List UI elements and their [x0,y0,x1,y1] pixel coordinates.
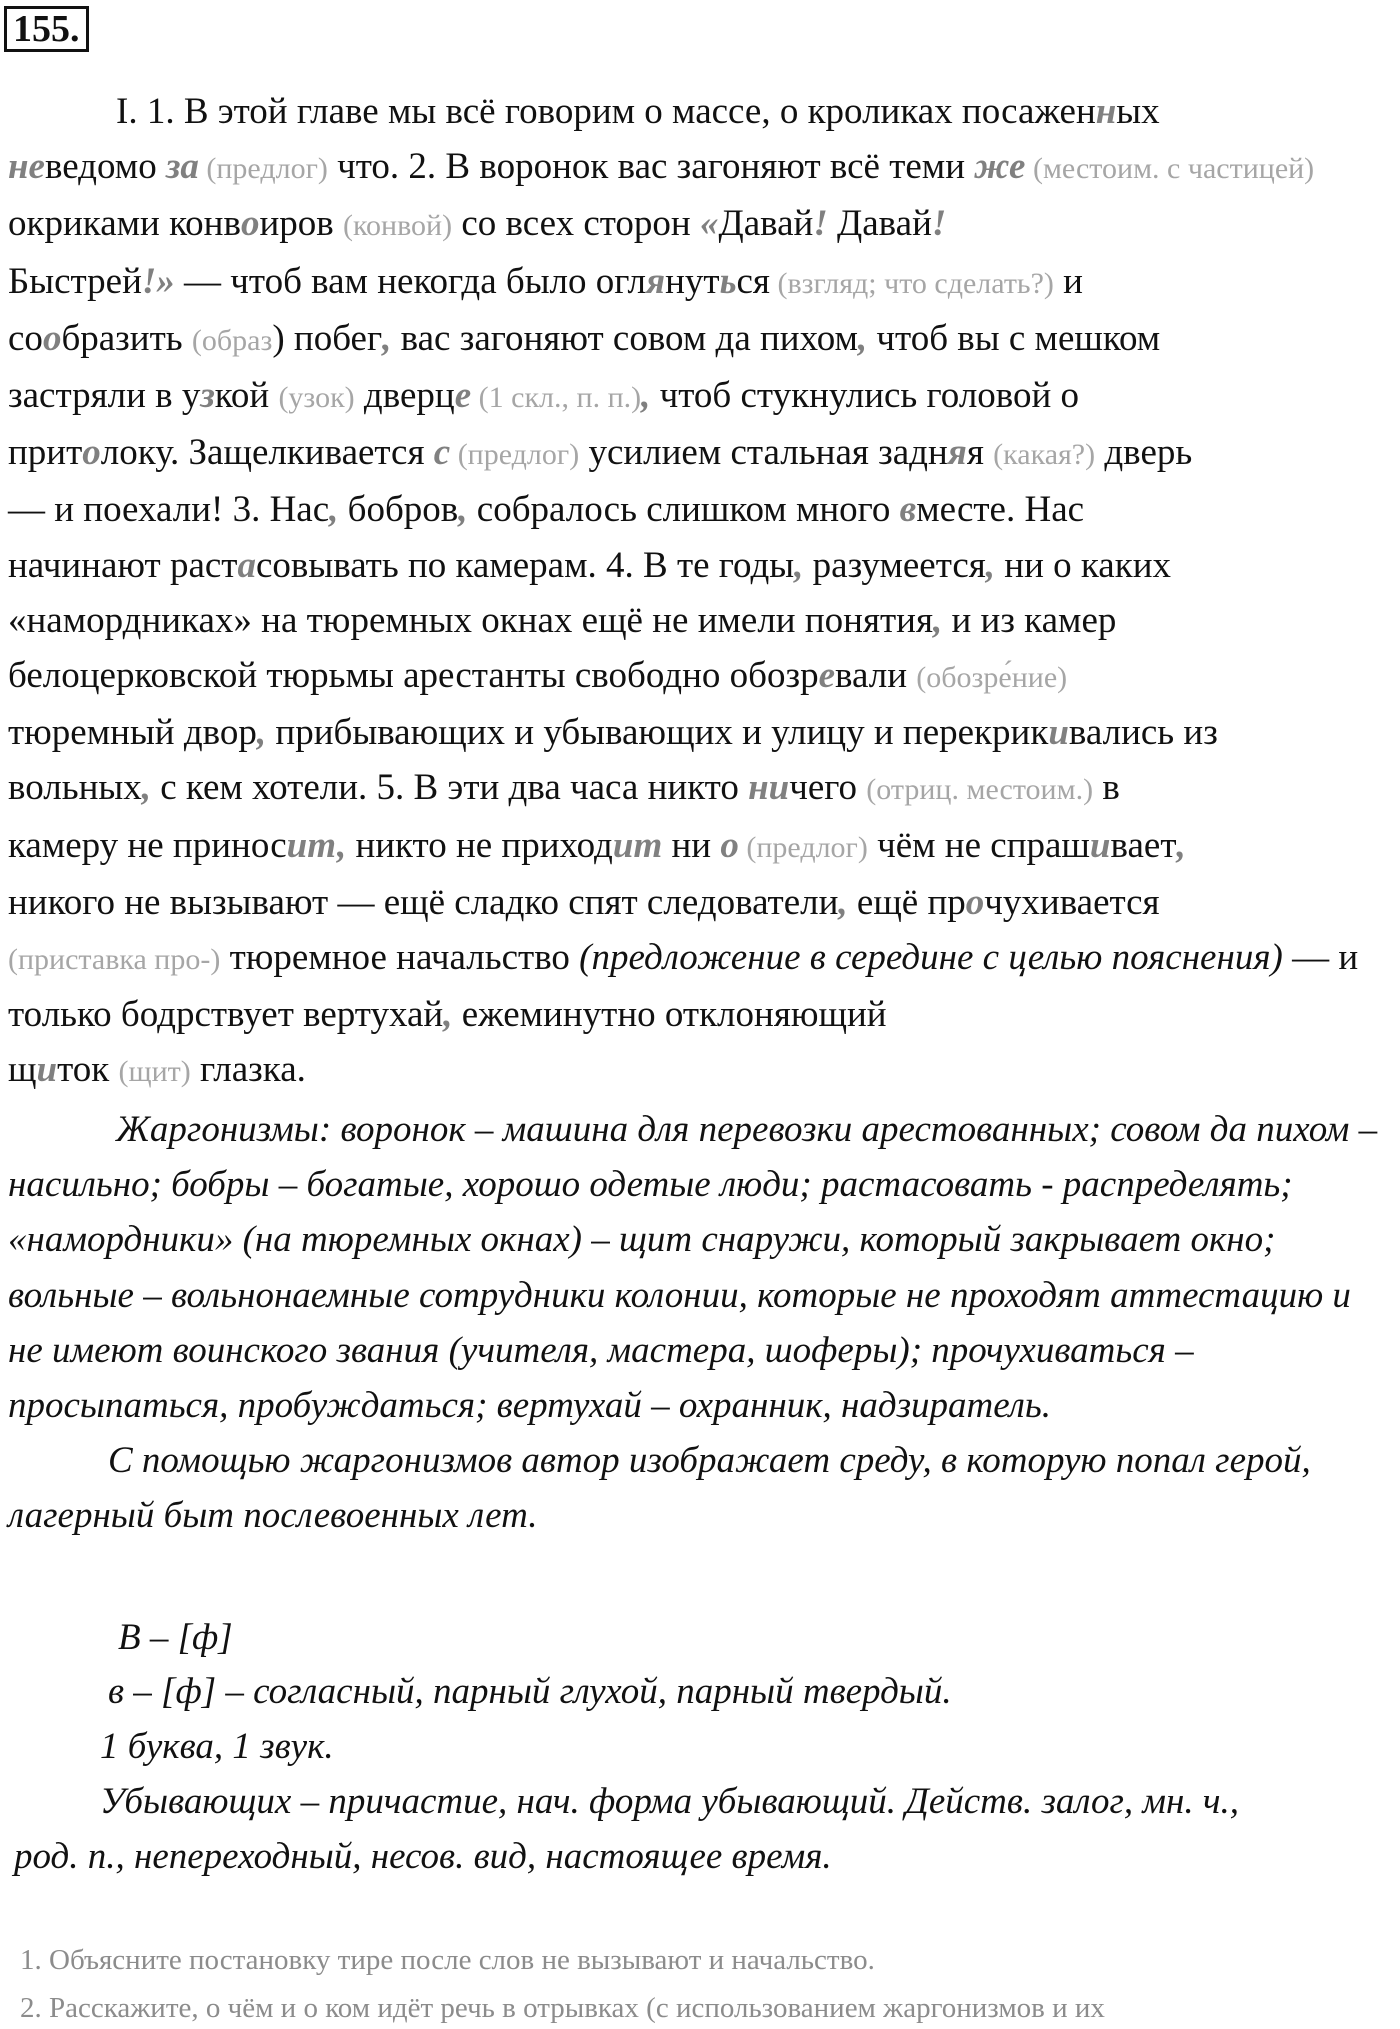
text-run: прит [8,432,83,474]
text-run: собралось слишком много [467,489,900,531]
exercise-text [8,84,1393,1100]
orthogram-letter: , [458,489,468,531]
orthogram-letter: и [1089,824,1111,866]
grammar-comment: (1 скл., п. п.) [471,381,642,415]
orthogram-letter: и [1048,712,1069,754]
text-run: камеру не принос [8,824,287,866]
text-run: совывать по камерам. 4. В те годы [255,544,795,586]
grammar-comment: (какая?) [993,438,1096,472]
text-run: иров [259,203,343,245]
orthogram-letter: о [42,317,62,359]
text-run: чего [789,767,867,809]
morphological-analysis: Убывающих – причастие, нач. форма убывающий. Действ. залог, мн. ч., [100,1781,1240,1822]
text-run: я [966,432,994,474]
jargon-conclusion-text: С помощью жаргонизмов автор изображает среду, в которую попал герой, лагерный быт послевоенных лет. [8,1440,1311,1537]
text-run: начинают раст [8,544,238,586]
orthogram-letter: з [200,375,215,417]
orthogram-letter: , [141,767,151,809]
text-run: вольных [8,767,142,809]
text-run: ни о каких [995,544,1171,586]
text-run: Быстрей [8,260,142,302]
question-2: 2. Расскажите, о чём и о ком идёт речь в отрывках (с использованием жаргонизмов и их [20,1992,1105,2024]
grammar-comment: (образ [191,323,273,357]
orthogram-letter: ни [748,767,790,809]
orthogram-letter: , [641,375,651,417]
orthogram-letter: , [838,881,848,923]
jargon-section [8,1102,1393,1544]
text-run: бобров [338,489,459,531]
text-run: что. 2. В воронок вас загоняют всё теми [327,146,975,188]
text-run: глазка. [190,1049,306,1091]
orthogram-letter: « [699,203,719,245]
orthogram-letter: !» [141,260,175,302]
text-run: дверь [1095,432,1193,474]
orthogram-letter: ит [286,824,337,866]
exercise-paragraph [8,84,1393,1100]
orthogram-letter: ! [931,203,947,245]
morphological-analysis-cont: род. п., непереходный, несов. вид, настоящее время. [14,1836,832,1877]
grammar-comment: (конвой) [342,209,453,243]
text-run: I. 1. В этой главе мы всё говорим о массе, о кроликах посажен [116,91,1096,132]
orthogram-letter: ит [612,824,663,866]
text-run: щ [8,1049,37,1091]
text-run: разумеется [803,544,986,586]
text-run: застряли в у [8,375,201,417]
grammar-comment: (щит) [118,1055,191,1089]
letter-sound-count: 1 буква, 1 звук. [100,1726,334,1767]
text-run: и из камер [942,599,1117,641]
text-run: дверц [354,375,455,417]
phonetic-heading: В – [ф] [118,1617,233,1658]
text-run: окриками конв [8,203,241,245]
text-run: «намордниках» на тюремных окнах ещё не имели понятия [8,599,933,641]
orthogram-letter: , [382,317,392,359]
text-run: чём не спраш [867,824,1090,866]
text-run: вает [1110,824,1177,866]
orthogram-letter: , [932,599,943,641]
orthogram-letter: о [720,824,739,866]
text-run: — и только бодрствует вертухай [8,937,1359,1036]
grammar-comment: (предлог) [198,152,328,186]
orthogram-letter: а [237,544,256,586]
grammar-comment: (взгляд; что сделать?) [769,266,1054,300]
orthogram-letter: , [443,994,453,1036]
orthogram-letter: , [857,317,868,359]
text-run: чухивается [984,881,1160,923]
text-run: белоцерковской тюрьмы арестанты свободно обозр [8,655,819,697]
grammar-comment: (приставка про-) [8,943,221,977]
orthogram-letter: за [165,146,199,188]
text-run: ток [57,1049,119,1091]
text-run: со [8,317,43,359]
grammar-comment: (обозре́ние) [916,661,1068,695]
orthogram-letter: ь [719,260,737,302]
orthogram-letter: и [36,1049,58,1091]
text-run: вас загоняют совом да пихом [391,317,858,359]
orthogram-letter: я [947,432,967,474]
text-run: вали [835,655,917,697]
text-run: бразить [61,317,192,359]
text-run: тюремный двор [8,712,257,754]
orthogram-letter: с [433,432,451,474]
orthogram-letter: о [82,432,101,474]
text-run: чтоб вы с мешком [867,317,1161,359]
text-run: вались из [1068,712,1218,754]
question-1: 1. Объясните постановку тире после слов не вызывают и начальство. [20,1944,875,1976]
text-run: ся [736,260,770,302]
grammar-comment: (предлог) [450,438,580,472]
orthogram-letter: е [818,655,836,697]
orthogram-letter: о [965,881,985,923]
orthogram-letter: ! [813,203,828,245]
grammar-comment: (отриц. местоим.) [866,773,1094,807]
explanatory-note: (предложение в середине с целью пояснения) [579,937,1283,979]
jargon-text: Жаргонизмы: воронок – машина для перевозки арестованных; совом да пихом – насильно; бобры – богатые, хорошо одетые люди; растасовать - распределять; «намордники» (на тюремных окнах) – щит снаружи, который закрывает окно; вольные – вольнонаемные сотрудники колонии, которые не проходят аттестацию и не имеют воинского звания (учителя, мастера, шоферы); прочухиваться – просыпаться, пробуждаться; вертухай – охранник, надзиратель. [8,1109,1378,1427]
orthogram-letter: , [1176,824,1186,866]
text-run: Давай [718,203,814,245]
text-run: ых [1116,91,1160,132]
text-run: чтоб стукнулись головой о [650,375,1080,417]
orthogram-letter: , [256,712,267,754]
text-run: прибывающих и убывающих и улицу и перекрик [266,712,1049,754]
jargon-definitions [8,1102,1393,1433]
text-run: в [1093,767,1120,809]
orthogram-letter: , [336,824,347,866]
text-run: со всех сторон [452,203,700,245]
orthogram-letter: , [985,544,996,586]
grammar-comment: (узок) [278,381,355,415]
orthogram-letter: в [899,489,917,531]
text-run: и [1053,260,1083,302]
text-run: никто не приход [346,824,613,866]
jargon-conclusion [8,1433,1393,1543]
text-run: локу. Защелкивается [100,432,434,474]
orthogram-letter: , [794,544,804,586]
text-run: ведомо [44,146,166,188]
exercise-number: 155. [4,6,89,52]
orthogram-letter: н [1095,91,1117,132]
text-run: никого не вызывают — ещё сладко спят следователи [8,881,839,923]
orthogram-letter: о [240,203,260,245]
text-run: — и поехали! 3. Нас [8,489,330,531]
phonetic-analysis: в – [ф] – согласный, парный глухой, парный твердый. [108,1671,952,1712]
text-run: тюремное начальство [220,937,580,979]
text-run: Давай [827,203,932,245]
text-run: ещё пр [847,881,966,923]
orthogram-letter: , [329,489,339,531]
text-run: ни [662,824,721,866]
text-run: — чтоб вам некогда было огл [174,260,647,302]
grammar-comment: (предлог) [738,830,868,864]
text-run: месте. Нас [916,489,1085,531]
text-run: с кем хотели. 5. В эти два часа никто [150,767,749,809]
text-run: кой [214,375,279,417]
orthogram-letter: же [974,146,1026,188]
orthogram-letter: не [8,146,45,188]
grammar-comment: (местоим. с частицей) [1025,152,1315,186]
text-run: ) побег [272,317,383,359]
text-run: усилием стальная задн [579,432,948,474]
orthogram-letter: я [646,260,666,302]
text-run: ежеминутно отклоняющий [452,994,887,1036]
text-run: нут [665,260,720,302]
orthogram-letter: е [454,375,472,417]
